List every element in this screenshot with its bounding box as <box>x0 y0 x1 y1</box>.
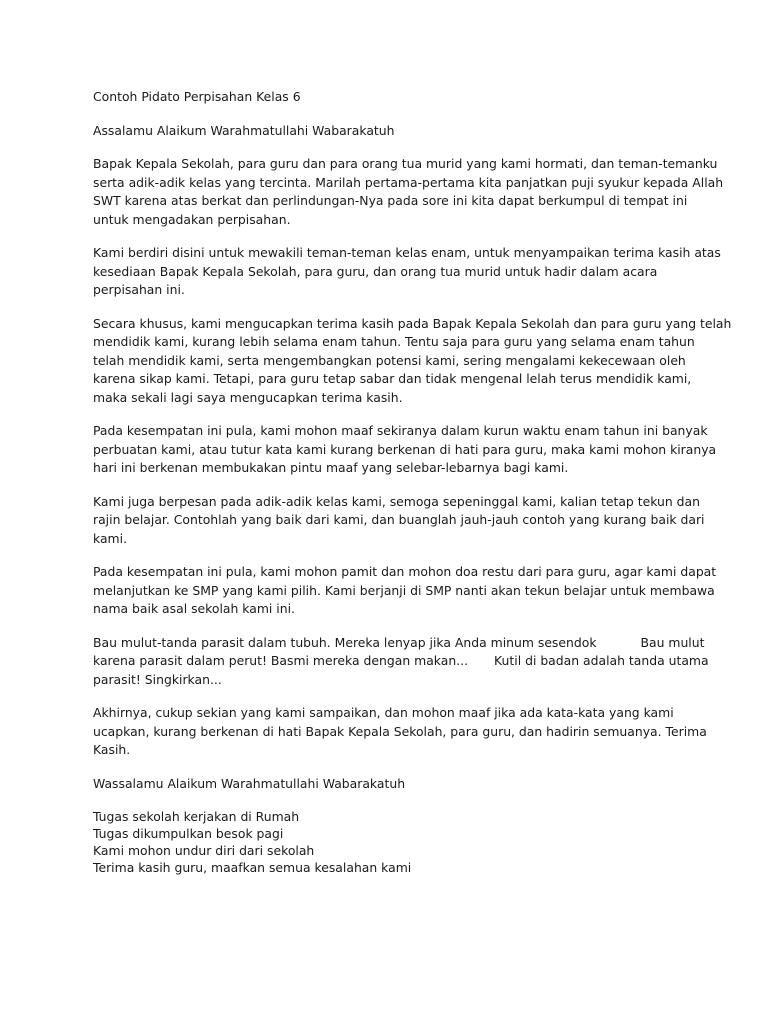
farewell-poem <box>93 808 683 876</box>
paragraph-farewell-request: Pada kesempatan ini pula, kami mohon pamit dan mohon doa restu dari para guru, agar kami dapat melanjutkan ke SMP yang kami pilih. Kami berjanji di SMP nanti akan tekun belajar untuk membawa nama baik asal sekolah kami ini. <box>93 564 717 616</box>
document-title: Contoh Pidato Perpisahan Kelas 6 <box>93 89 301 104</box>
paragraph-opening-address: Bapak Kepala Sekolah, para guru dan para orang tua murid yang kami hormati, dan teman-temanku serta adik-adik kelas yang tercinta. Marilah pertama-pertama kita panjatkan puji syukur kepada Allah SWT karena atas berkat dan perlindungan-Nya pada sore ini kita dapat berkumpul di tempat ini untuk mengadakan perpisahan. <box>93 156 724 227</box>
paragraph-closing: Akhirnya, cukup sekian yang kami sampaikan, dan mohon maaf jika ada kata-kata yang kami ucapkan, kurang berkenan di hati Bapak Kepala Sekolah, para guru, dan hadirin semuanya. Terima Kasih. <box>93 705 707 757</box>
paragraph-representing-class: Kami berdiri disini untuk mewakili teman-teman kelas enam, untuk menyampaikan terima kasih atas kesediaan Bapak Kepala Sekolah, para guru, dan orang tua murid untuk hadir dalam acara perpisahan ini. <box>93 245 721 297</box>
poem-line: Terima kasih guru, maafkan semua kesalahan kami <box>93 860 412 875</box>
ad-line-2: karena parasit dalam perut! Basmi mereka dengan makan... Kutil di badan adalah tanda utama <box>93 653 709 668</box>
poem-line: Kami mohon undur diri dari sekolah <box>93 843 315 858</box>
opening-greeting: Assalamu Alaikum Warahmatullahi Wabarakatuh <box>93 122 395 138</box>
ad-line-3: parasit! Singkirkan... <box>93 671 222 687</box>
paragraph-thanks-teachers: Secara khusus, kami mengucapkan terima kasih pada Bapak Kepala Sekolah dan para guru yang telah mendidik kami, kurang lebih selama enam tahun. Tentu saja para guru yang selama enam tahun telah mendidik kami, serta mengembangkan potensi kami, sering mengalami kekecewaan oleh karena sikap kami. Tetapi, para guru tetap sabar dan tidak mengenal lelah terus mendidik kami, maka sekali lagi saya mengucapkan terima kasih. <box>93 315 732 405</box>
paragraph-message-juniors: Kami juga berpesan pada adik-adik kelas kami, semoga sepeninggal kami, kalian tetap tekun dan rajin belajar. Contohlah yang baik dari kami, dan buanglah jauh-jauh contoh yang kurang baik dari kami. <box>93 493 705 546</box>
closing-greeting: Wassalamu Alaikum Warahmatullahi Wabarakatuh <box>93 775 406 791</box>
poem-line: Tugas sekolah kerjakan di Rumah <box>93 809 300 824</box>
ad-line-1: Bau mulut-tanda parasit dalam tubuh. Mereka lenyap jika Anda minum sesendok Bau mulut <box>93 634 705 650</box>
poem-line: Tugas dikumpulkan besok pagi <box>93 826 284 841</box>
paragraph-apology: Pada kesempatan ini pula, kami mohon maaf sekiranya dalam kurun waktu enam tahun ini banyak perbuatan kami, atau tutur kata kami kurang berkenan di hati para guru, maka kami mohon kiranya hari ini berkenan membukakan pintu maaf yang selebar-lebarnya bagi kami. <box>93 423 717 475</box>
inserted-ad-paragraph <box>93 634 709 690</box>
document-body <box>93 88 732 876</box>
